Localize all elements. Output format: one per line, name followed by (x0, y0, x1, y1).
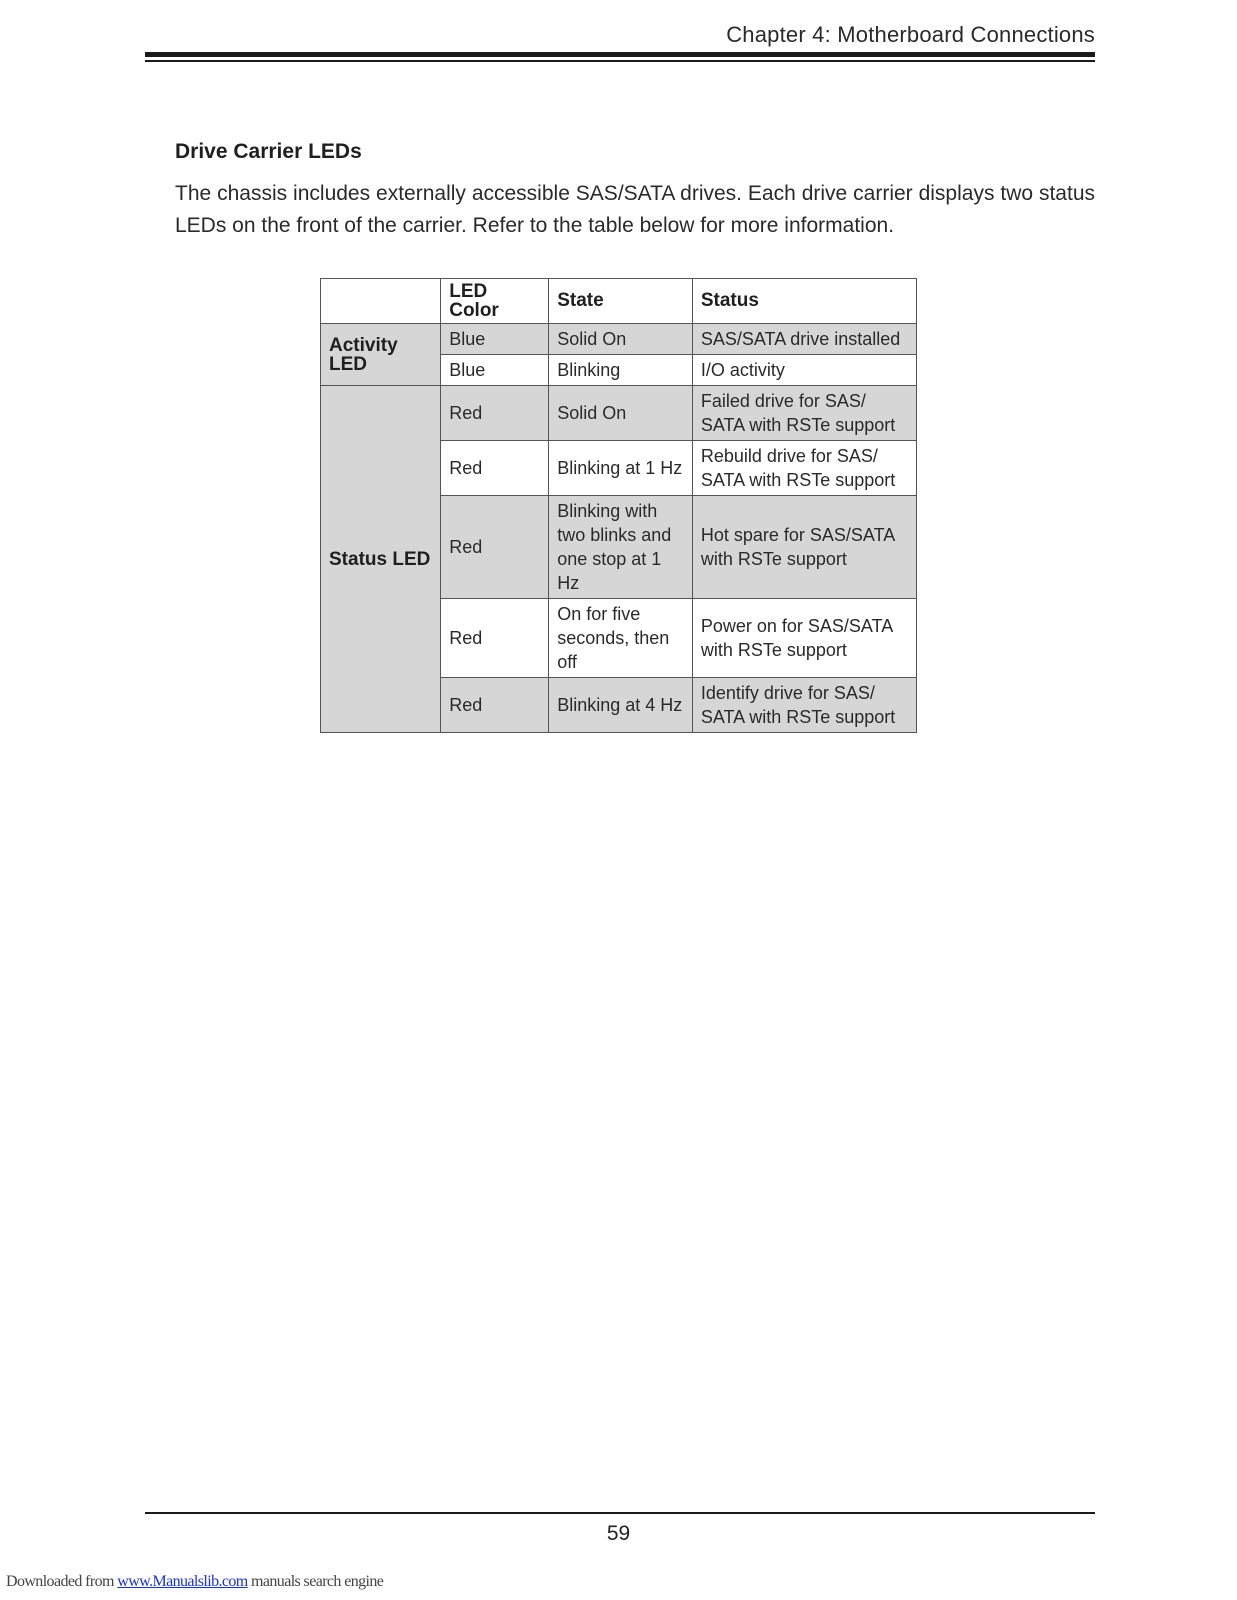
group-label-activity-led: Activity LED (321, 324, 441, 386)
cell-led-color: Red (441, 441, 549, 496)
download-attribution (6, 1573, 383, 1591)
chapter-title: Chapter 4: Motherboard Connections (726, 22, 1095, 47)
cell-status: Failed drive for SAS/ SATA with RSTe support (692, 386, 916, 441)
header-rule-thin (145, 60, 1095, 62)
table-row (321, 386, 917, 441)
cell-status: Rebuild drive for SAS/ SATA with RSTe support (692, 441, 916, 496)
cell-state: Solid On (549, 324, 693, 355)
cell-status: SAS/SATA drive installed (692, 324, 916, 355)
cell-led-color: Red (441, 496, 549, 599)
header-status: Status (692, 279, 916, 324)
cell-led-color: Red (441, 386, 549, 441)
cell-led-color: Blue (441, 324, 549, 355)
group-label-status-led: Status LED (321, 386, 441, 733)
cell-led-color: Red (441, 678, 549, 733)
header-led-color: LED Color (441, 279, 549, 324)
cell-led-color: Red (441, 599, 549, 678)
cell-status: Power on for SAS/SATA with RSTe support (692, 599, 916, 678)
cell-led-color: Blue (441, 355, 549, 386)
drive-carrier-led-table (320, 278, 917, 733)
section-paragraph: The chassis includes externally accessible SAS/SATA drives. Each drive carrier displays two status LEDs on the front of the carrier. Refer to the table below for more information. (175, 182, 1095, 237)
cell-state: Blinking with two blinks and one stop at 1 Hz (549, 496, 693, 599)
cell-state: On for five seconds, then off (549, 599, 693, 678)
cell-status: Identify drive for SAS/ SATA with RSTe support (692, 678, 916, 733)
cell-state: Blinking at 1 Hz (549, 441, 693, 496)
cell-status: Hot spare for SAS/SATA with RSTe support (692, 496, 916, 599)
header-rule-thick (145, 52, 1095, 57)
cell-state: Blinking (549, 355, 693, 386)
table-header-row (321, 279, 917, 324)
table-row (321, 324, 917, 355)
header-state: State (549, 279, 693, 324)
cell-state: Blinking at 4 Hz (549, 678, 693, 733)
cell-state: Solid On (549, 386, 693, 441)
section-heading: Drive Carrier LEDs (175, 140, 362, 163)
cell-status: I/O activity (692, 355, 916, 386)
header-group (321, 279, 441, 324)
download-prefix: Downloaded from (6, 1573, 118, 1590)
manualslib-link[interactable]: www.Manualslib.com (117, 1573, 248, 1590)
footer-rule (145, 1512, 1095, 1514)
page-number: 59 (606, 1522, 631, 1545)
download-suffix: manuals search engine (247, 1573, 384, 1590)
